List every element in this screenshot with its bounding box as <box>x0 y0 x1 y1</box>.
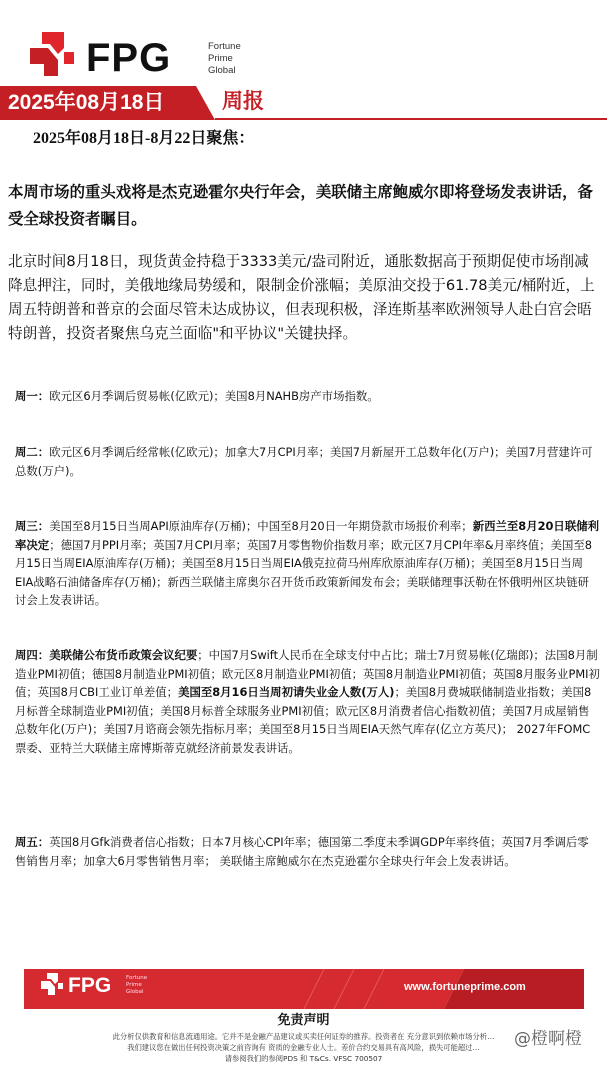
day-events: 英国8月Gfk消费者信心指数；日本7月核心CPI年率；德国第二季度未季调GDP年率终值；英国7月季调后零售销售月率；加拿大6月零售销售月率； 美联储主席鲍威尔在杰克逊霍尔全球央行年会上发表讲话。 <box>15 835 589 868</box>
day-label: 周二： <box>15 445 50 459</box>
day-events: 欧元区6月季调后经常帐(亿欧元)；加拿大7月CPI月率；美国7月新屋开工总数年化(万户)；美国7月营建许可总数(万户)。 <box>15 445 593 478</box>
header-divider <box>215 118 607 120</box>
schedule-tuesday <box>15 443 600 480</box>
lead-paragraph: 本周市场的重头戏将是杰克逊霍尔央行年会，美联储主席鲍威尔即将登场发表讲话，备受全球投资者瞩目。 <box>8 183 593 228</box>
footer-sub-line: Global <box>126 989 144 995</box>
footer-sub-line: Fortune <box>126 975 148 981</box>
fpg-logo-mark <box>28 30 76 78</box>
schedule-monday <box>15 387 600 406</box>
highlight-event: 美联储公布货币政策会议纪要 <box>49 648 198 662</box>
highlight-event: 新西兰至8月20日联储利率决定 <box>15 519 599 552</box>
day-label: 周一： <box>15 389 50 403</box>
intro-paragraph: 北京时间8月18日，现货黄金持稳于3333美元/盎司附近，通胀数据高于预期促使市场削减降息押注，同时，美俄地缘局势缓和，限制金价涨幅；美原油交投于61.78美元/桶附近，上周五特朗普和普京的会面尽管未达成协议，但表现积极，泽连斯基率欧洲领导人赴白宫会晤特朗普，投资者聚焦乌克兰面临"和平协议"关键抉择。 <box>8 253 595 342</box>
focus-title: 2025年08月18日-8月22日聚焦： <box>33 130 255 147</box>
brand-sub-line: Global <box>208 65 236 76</box>
website-link[interactable]: www.fortuneprime.com <box>404 981 526 993</box>
disclaimer-line: 请参阅我们的参阅PDS 和 T&Cs. VFSC 700507 <box>224 1054 383 1063</box>
brand-sub-line: Prime <box>208 53 233 64</box>
day-events: ；美国8月费城联储制造业指数；美国8月标普全球制造业PMI初值；美国8月标普全球服务业PMI初值；欧元区8月消费者信心指数初值；美国7月成屋销售总数年化(万户)；美国7月谘商会领先指标月率；美国至8月15日当周EIA天然气库存(亿立方英尺)； 2027年FOMC票委、亚特兰大联储主席博斯蒂克就经济前景发表讲话。 <box>15 685 592 755</box>
day-label: 周三： <box>15 519 50 533</box>
footer-sub-line: Prime <box>126 982 142 988</box>
brand-sub-line: Fortune <box>208 41 241 52</box>
schedule-friday <box>15 833 600 870</box>
brand-subtitle <box>208 41 241 77</box>
schedule-wednesday <box>15 517 600 610</box>
highlight-event: 美国至8月16日当周初请失业金人数(万人) <box>178 685 395 699</box>
day-label: 周四： <box>15 648 50 662</box>
day-events: ；德国7月PPI月率；英国7月CPI月率；英国7月零售物价指数月率；欧元区7月CPI年率&月率终值；美国至8月15日当周EIA原油库存(万桶)；美国至8月15日当周EIA俄克拉荷马州库欣原油库存(万桶)；美国至8月15日当周EIA战略石油储备库存(万桶)；新西兰联储主席奥尔召开货币政策新闻发布会；美联储理事沃勒在怀俄明州区块链研讨会上发表讲话。 <box>15 537 593 607</box>
day-events: 美国至8月15日当周API原油库存(万桶)；中国至8月20日一年期贷款市场报价利率； <box>49 519 473 533</box>
day-label: 周五： <box>15 835 50 849</box>
report-type-label: 周报 <box>222 89 264 113</box>
disclaimer-line: 我们建议您在做出任何投资决策之前咨询有 资质的金融专业人士。差价合约交易具有高风险，损失可能超过… <box>127 1043 480 1052</box>
author-watermark: @橙啊橙 <box>514 1029 582 1049</box>
day-events: 欧元区6月季调后贸易帐(亿欧元)；美国8月NAHB房产市场指数。 <box>49 389 379 403</box>
disclaimer-line: 此分析仅供教育和信息流通用途。它并不是金融产品建议或买卖任何证券的推荐。投资者在 充分意识到依赖市场分析… <box>112 1032 495 1041</box>
schedule-thursday <box>15 646 600 757</box>
footer-logo-mark <box>40 972 64 996</box>
day-events: ；中国7月Swift人民币在全球支付中占比；瑞士7月贸易帐(亿瑞郎)；法国8月制造业PMI初值；德国8月制造业PMI初值；欧元区8月制造业PMI初值；英国8月制造业PMI初值；英国8月服务业PMI初值；英国8月CBI工业订单差值； <box>15 648 600 699</box>
footer-brand-name: FPG <box>68 974 112 997</box>
footer-brand-subtitle <box>126 975 147 996</box>
report-date: 2025年08月18日 <box>8 91 165 114</box>
disclaimer-title: 免责声明 <box>277 1013 330 1028</box>
brand-name: FPG <box>86 36 172 80</box>
